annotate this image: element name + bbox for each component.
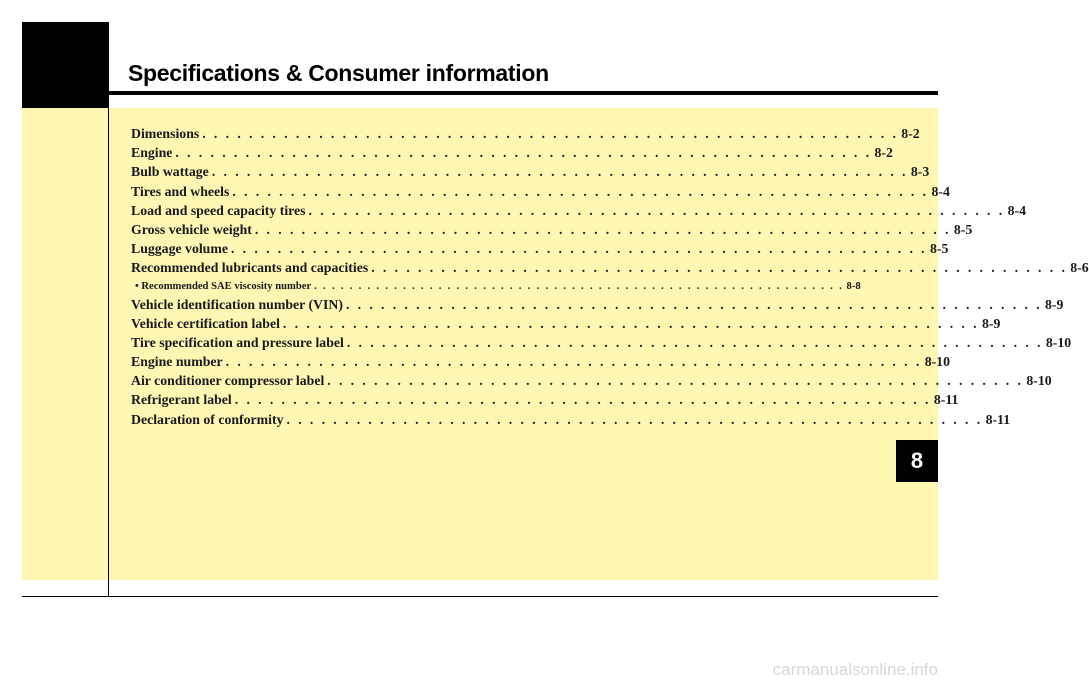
toc-entry-page: 8-4 <box>1007 202 1026 218</box>
chapter-tab[interactable]: 8 <box>896 440 938 482</box>
toc-entry-page: 8-8 <box>846 280 861 292</box>
toc-entry[interactable] <box>131 124 920 143</box>
toc-entry-label: Engine number <box>131 354 223 370</box>
toc-entry-label: Tires and wheels <box>131 183 230 199</box>
toc-leader-dots: . . . . . . . . . . . . . . . . . . . . . . . . . . . . . . . . . . . . . . . . . . . . . . . . . . . . . . . . . . . . <box>314 280 844 292</box>
toc-entry-label: Tire specification and pressure label <box>131 334 344 350</box>
toc-entry-page: 8-10 <box>924 354 950 370</box>
toc-entry-label: Vehicle certification label <box>131 315 280 331</box>
toc-entry[interactable] <box>131 239 949 258</box>
watermark: carmanualsonline.info <box>772 660 938 679</box>
toc-subentry[interactable] <box>131 278 861 295</box>
toc-entry[interactable] <box>131 371 1052 390</box>
toc-entry-page: 8-11 <box>933 392 959 408</box>
toc-entry-page: 8-4 <box>931 183 950 199</box>
toc-leader-dots: . . . . . . . . . . . . . . . . . . . . . . . . . . . . . . . . . . . . . . . . . . . . . . . . . . . . . . . . . . . . <box>286 411 983 427</box>
left-margin-rule <box>108 22 109 597</box>
toc-entry-label: • Recommended SAE viscosity number <box>135 280 312 292</box>
toc-entry[interactable] <box>131 143 893 162</box>
toc-entry-label: Dimensions <box>131 126 200 141</box>
toc-leader-dots: . . . . . . . . . . . . . . . . . . . . . . . . . . . . . . . . . . . . . . . . . . . . . . . . . . . . . . . . . . . . <box>230 241 928 257</box>
toc-entry[interactable] <box>131 182 950 201</box>
page-title: Specifications & Consumer information <box>128 60 549 86</box>
toc-entry-label: Load and speed capacity tires <box>131 202 306 218</box>
title-underline <box>109 91 938 95</box>
toc-leader-dots: . . . . . . . . . . . . . . . . . . . . . . . . . . . . . . . . . . . . . . . . . . . . . . . . . . . . . . . . . . . . <box>175 145 872 161</box>
toc-entry-label: Vehicle identification number (VIN) <box>131 296 343 312</box>
toc-entry-label: Engine <box>131 145 173 161</box>
toc-entry-page: 8-5 <box>930 241 949 257</box>
toc-entry-label: Recommended lubricants and capacities <box>131 260 369 276</box>
toc-entry-label: Air conditioner compressor label <box>131 373 325 389</box>
toc-leader-dots: . . . . . . . . . . . . . . . . . . . . . . . . . . . . . . . . . . . . . . . . . . . . . . . . . . . . . . . . . . . . <box>232 183 929 199</box>
toc-leader-dots: . . . . . . . . . . . . . . . . . . . . . . . . . . . . . . . . . . . . . . . . . . . . . . . . . . . . . . . . . . . . <box>234 392 931 408</box>
toc-leader-dots: . . . . . . . . . . . . . . . . . . . . . . . . . . . . . . . . . . . . . . . . . . . . . . . . . . . . . . . . . . . . <box>345 296 1042 312</box>
toc-entry-page: 8-9 <box>1045 296 1064 312</box>
toc-entry-page: 8-10 <box>1026 373 1052 389</box>
toc-leader-dots: . . . . . . . . . . . . . . . . . . . . . . . . . . . . . . . . . . . . . . . . . . . . . . . . . . . . . . . . . . . . <box>202 126 899 141</box>
toc-entry-page: 8-11 <box>985 411 1011 427</box>
chapter-corner-block <box>22 22 109 108</box>
toc-entry-label: Refrigerant label <box>131 392 232 408</box>
bottom-rule <box>22 596 938 597</box>
toc-entry-label: Bulb wattage <box>131 164 209 180</box>
toc-entry-page: 8-6 <box>1070 260 1089 276</box>
toc-leader-dots: . . . . . . . . . . . . . . . . . . . . . . . . . . . . . . . . . . . . . . . . . . . . . . . . . . . . . . . . . . . . <box>225 354 922 370</box>
toc-entry-page: 8-9 <box>981 315 1001 331</box>
toc-entry[interactable] <box>131 390 959 409</box>
toc-leader-dots: . . . . . . . . . . . . . . . . . . . . . . . . . . . . . . . . . . . . . . . . . . . . . . . . . . . . . . . . . . . . <box>327 373 1024 389</box>
toc-entry-label: Gross vehicle weight <box>131 221 252 237</box>
toc-leader-dots: . . . . . . . . . . . . . . . . . . . . . . . . . . . . . . . . . . . . . . . . . . . . . . . . . . . . . . . . . . . . <box>254 221 951 237</box>
toc-leader-dots: . . . . . . . . . . . . . . . . . . . . . . . . . . . . . . . . . . . . . . . . . . . . . . . . . . . . . . . . . . . . <box>211 164 908 180</box>
toc-entry-label: Declaration of conformity <box>131 411 284 427</box>
toc-entry[interactable] <box>131 258 1089 277</box>
toc-entry[interactable] <box>131 352 950 371</box>
toc-entry[interactable] <box>131 295 1064 314</box>
toc-entry-page: 8-3 <box>910 164 930 180</box>
toc-entry[interactable] <box>131 314 1001 333</box>
toc-entry-page: 8-2 <box>901 126 920 141</box>
table-of-contents <box>131 124 1089 429</box>
toc-entry-label: Luggage volume <box>131 241 228 257</box>
toc-entry[interactable] <box>131 220 973 239</box>
toc-leader-dots: . . . . . . . . . . . . . . . . . . . . . . . . . . . . . . . . . . . . . . . . . . . . . . . . . . . . . . . . . . . . <box>282 315 979 331</box>
toc-entry-page: 8-2 <box>874 145 893 161</box>
toc-entry[interactable] <box>131 333 1072 352</box>
toc-leader-dots: . . . . . . . . . . . . . . . . . . . . . . . . . . . . . . . . . . . . . . . . . . . . . . . . . . . . . . . . . . . . <box>346 334 1043 350</box>
toc-leader-dots: . . . . . . . . . . . . . . . . . . . . . . . . . . . . . . . . . . . . . . . . . . . . . . . . . . . . . . . . . . . . <box>371 260 1068 276</box>
toc-entry[interactable] <box>131 162 930 181</box>
toc-entry-page: 8-10 <box>1045 334 1072 350</box>
toc-entry[interactable] <box>131 201 1026 220</box>
toc-entry[interactable] <box>131 410 1011 429</box>
toc-entry-page: 8-5 <box>953 221 973 237</box>
toc-leader-dots: . . . . . . . . . . . . . . . . . . . . . . . . . . . . . . . . . . . . . . . . . . . . . . . . . . . . . . . . . . . . <box>308 202 1005 218</box>
